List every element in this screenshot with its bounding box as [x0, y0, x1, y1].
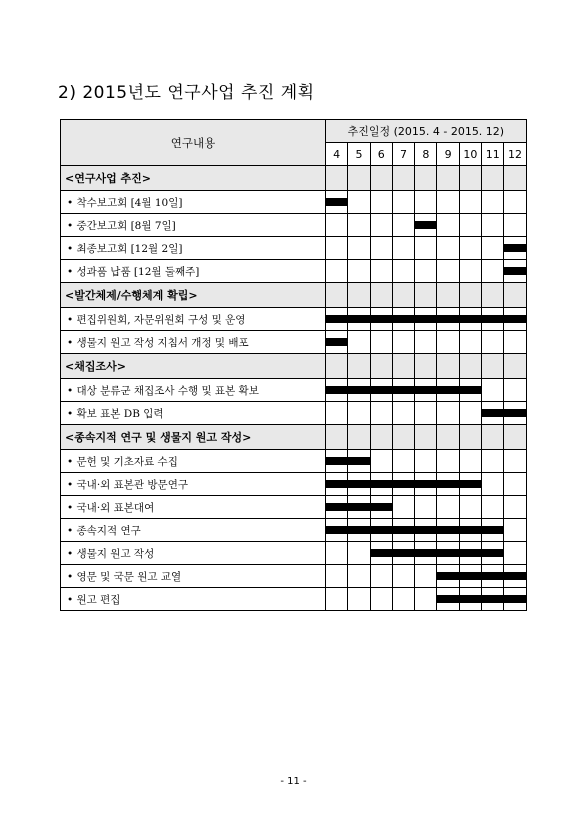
task-row: [61, 237, 527, 260]
schedule-bar: [326, 450, 348, 473]
schedule-cell: [370, 450, 392, 473]
task-row: [61, 308, 527, 331]
task-label: • 최종보고회 [12월 2일]: [61, 237, 326, 260]
section-month-cell: [415, 166, 437, 191]
schedule-table: [60, 119, 527, 611]
schedule-cell: [326, 542, 348, 565]
schedule-bar: [415, 542, 437, 565]
schedule-cell: [482, 237, 504, 260]
schedule-bar: [459, 308, 481, 331]
section-row: [61, 283, 527, 308]
section-month-cell: [370, 283, 392, 308]
schedule-cell: [459, 214, 481, 237]
task-row: [61, 473, 527, 496]
section-month-cell: [392, 425, 414, 450]
month-header-10: 10: [459, 143, 481, 166]
section-row: [61, 354, 527, 379]
schedule-cell: [392, 214, 414, 237]
schedule-bar: [504, 260, 526, 283]
schedule-cell: [504, 191, 526, 214]
schedule-bar: [504, 588, 526, 611]
schedule-bar: [326, 473, 348, 496]
task-row: [61, 191, 527, 214]
task-column-header: 연구내용: [61, 120, 326, 166]
schedule-cell: [348, 402, 370, 425]
task-label: • 성과품 납품 [12월 둘째주]: [61, 260, 326, 283]
schedule-bar: [482, 308, 504, 331]
schedule-bar: [482, 588, 504, 611]
task-row: [61, 519, 527, 542]
schedule-cell: [504, 519, 526, 542]
section-month-cell: [326, 166, 348, 191]
schedule-cell: [392, 237, 414, 260]
schedule-bar: [437, 565, 459, 588]
section-month-cell: [392, 283, 414, 308]
section-month-cell: [482, 354, 504, 379]
schedule-cell: [504, 450, 526, 473]
section-month-cell: [415, 425, 437, 450]
section-month-cell: [392, 166, 414, 191]
schedule-cell: [482, 496, 504, 519]
schedule-cell: [370, 565, 392, 588]
schedule-cell: [392, 191, 414, 214]
schedule-cell: [504, 542, 526, 565]
schedule-cell: [459, 450, 481, 473]
section-month-cell: [326, 425, 348, 450]
task-row: [61, 331, 527, 354]
task-label: • 편집위원회, 자문위원회 구성 및 운영: [61, 308, 326, 331]
schedule-bar: [370, 542, 392, 565]
task-row: [61, 588, 527, 611]
schedule-cell: [348, 588, 370, 611]
section-row: [61, 166, 527, 191]
schedule-cell: [392, 450, 414, 473]
task-label: • 원고 편집: [61, 588, 326, 611]
schedule-bar: [392, 542, 414, 565]
task-row: [61, 402, 527, 425]
section-month-cell: [459, 283, 481, 308]
task-label: • 대상 분류군 채집조사 수행 및 표본 확보: [61, 379, 326, 402]
task-label: • 착수보고회 [4월 10일]: [61, 191, 326, 214]
schedule-bar: [415, 308, 437, 331]
task-label: • 생물지 원고 작성: [61, 542, 326, 565]
section-month-cell: [459, 425, 481, 450]
section-title: <발간체제/수행체계 확립>: [61, 283, 326, 308]
schedule-bar: [392, 473, 414, 496]
schedule-cell: [482, 214, 504, 237]
schedule-bar: [348, 496, 370, 519]
section-month-cell: [326, 354, 348, 379]
schedule-cell: [415, 191, 437, 214]
schedule-bar: [459, 379, 481, 402]
schedule-cell: [437, 331, 459, 354]
section-month-cell: [415, 354, 437, 379]
schedule-bar: [370, 379, 392, 402]
schedule-cell: [415, 402, 437, 425]
schedule-cell: [437, 191, 459, 214]
schedule-cell: [348, 331, 370, 354]
schedule-cell: [459, 191, 481, 214]
task-label: • 영문 및 국문 원고 교열: [61, 565, 326, 588]
section-title: <채집조사>: [61, 354, 326, 379]
schedule-cell: [415, 496, 437, 519]
schedule-cell: [437, 450, 459, 473]
schedule-cell: [415, 237, 437, 260]
schedule-bar: [459, 565, 481, 588]
schedule-cell: [392, 260, 414, 283]
section-month-cell: [459, 166, 481, 191]
schedule-bar: [459, 519, 481, 542]
section-month-cell: [437, 354, 459, 379]
month-header-11: 11: [482, 143, 504, 166]
section-month-cell: [370, 354, 392, 379]
section-month-cell: [370, 166, 392, 191]
schedule-bar: [415, 379, 437, 402]
schedule-cell: [370, 214, 392, 237]
schedule-bar: [482, 402, 504, 425]
schedule-bar: [459, 542, 481, 565]
schedule-bar: [326, 308, 348, 331]
schedule-cell: [348, 260, 370, 283]
month-header-6: 6: [370, 143, 392, 166]
schedule-bar: [482, 565, 504, 588]
schedule-cell: [348, 542, 370, 565]
schedule-cell: [392, 588, 414, 611]
task-label: • 국내·외 표본관 방문연구: [61, 473, 326, 496]
section-month-cell: [482, 166, 504, 191]
month-header-7: 7: [392, 143, 414, 166]
schedule-cell: [482, 379, 504, 402]
schedule-bar: [370, 308, 392, 331]
schedule-cell: [504, 473, 526, 496]
schedule-cell: [504, 496, 526, 519]
month-header-12: 12: [504, 143, 526, 166]
schedule-cell: [415, 260, 437, 283]
schedule-bar: [326, 519, 348, 542]
task-row: [61, 496, 527, 519]
section-month-cell: [459, 354, 481, 379]
section-month-cell: [326, 283, 348, 308]
schedule-cell: [326, 237, 348, 260]
task-row: [61, 260, 527, 283]
schedule-bar: [348, 308, 370, 331]
schedule-cell: [437, 496, 459, 519]
schedule-bar: [348, 450, 370, 473]
schedule-cell: [392, 402, 414, 425]
task-row: [61, 542, 527, 565]
schedule-cell: [482, 450, 504, 473]
schedule-bar: [415, 473, 437, 496]
schedule-cell: [392, 496, 414, 519]
schedule-cell: [459, 260, 481, 283]
schedule-cell: [370, 331, 392, 354]
section-month-cell: [348, 354, 370, 379]
month-header-5: 5: [348, 143, 370, 166]
schedule-bar: [504, 402, 526, 425]
schedule-cell: [415, 565, 437, 588]
schedule-cell: [370, 260, 392, 283]
schedule-cell: [326, 565, 348, 588]
schedule-cell: [415, 588, 437, 611]
schedule-bar: [415, 214, 437, 237]
schedule-cell: [482, 260, 504, 283]
schedule-bar: [326, 496, 348, 519]
task-label: • 국내·외 표본대여: [61, 496, 326, 519]
task-label: • 확보 표본 DB 입력: [61, 402, 326, 425]
schedule-body: [61, 166, 527, 611]
schedule-bar: [437, 473, 459, 496]
section-month-cell: [482, 283, 504, 308]
section-month-cell: [482, 425, 504, 450]
schedule-cell: [482, 473, 504, 496]
task-label: • 문헌 및 기초자료 수집: [61, 450, 326, 473]
task-row: [61, 565, 527, 588]
schedule-cell: [504, 331, 526, 354]
section-month-cell: [504, 425, 526, 450]
schedule-cell: [482, 331, 504, 354]
schedule-bar: [326, 191, 348, 214]
page-heading: 2) 2015년도 연구사업 추진 계획: [58, 83, 315, 103]
section-month-cell: [370, 425, 392, 450]
schedule-cell: [370, 588, 392, 611]
section-month-cell: [437, 166, 459, 191]
schedule-bar: [504, 565, 526, 588]
schedule-cell: [415, 331, 437, 354]
section-title: <종속지적 연구 및 생물지 원고 작성>: [61, 425, 326, 450]
section-month-cell: [348, 166, 370, 191]
schedule-cell: [392, 565, 414, 588]
schedule-bar: [437, 308, 459, 331]
section-month-cell: [415, 283, 437, 308]
schedule-bar: [437, 588, 459, 611]
schedule-bar: [482, 519, 504, 542]
section-month-cell: [504, 354, 526, 379]
section-month-cell: [437, 425, 459, 450]
schedule-bar: [370, 519, 392, 542]
schedule-cell: [437, 402, 459, 425]
schedule-cell: [504, 214, 526, 237]
schedule-bar: [370, 473, 392, 496]
schedule-cell: [437, 237, 459, 260]
month-header-4: 4: [326, 143, 348, 166]
schedule-bar: [348, 473, 370, 496]
month-header-9: 9: [437, 143, 459, 166]
schedule-cell: [348, 237, 370, 260]
schedule-cell: [348, 191, 370, 214]
schedule-cell: [459, 237, 481, 260]
schedule-cell: [370, 402, 392, 425]
schedule-bar: [459, 473, 481, 496]
schedule-cell: [437, 214, 459, 237]
schedule-bar: [392, 519, 414, 542]
schedule-cell: [459, 496, 481, 519]
task-label: • 종속지적 연구: [61, 519, 326, 542]
schedule-cell: [392, 331, 414, 354]
schedule-cell: [437, 260, 459, 283]
section-title: <연구사업 추진>: [61, 166, 326, 191]
schedule-cell: [326, 260, 348, 283]
schedule-bar: [437, 542, 459, 565]
task-row: [61, 450, 527, 473]
schedule-bar: [392, 379, 414, 402]
task-label: • 생물지 원고 작성 지침서 개정 및 배포: [61, 331, 326, 354]
schedule-bar: [392, 308, 414, 331]
schedule-cell: [370, 191, 392, 214]
schedule-cell: [348, 214, 370, 237]
schedule-bar: [437, 519, 459, 542]
section-row: [61, 425, 527, 450]
schedule-cell: [459, 331, 481, 354]
section-month-cell: [348, 425, 370, 450]
section-month-cell: [348, 283, 370, 308]
task-row: [61, 214, 527, 237]
schedule-cell: [504, 379, 526, 402]
schedule-cell: [326, 588, 348, 611]
schedule-cell: [348, 565, 370, 588]
schedule-bar: [326, 379, 348, 402]
section-month-cell: [504, 283, 526, 308]
section-month-cell: [392, 354, 414, 379]
month-header-8: 8: [415, 143, 437, 166]
section-month-cell: [437, 283, 459, 308]
schedule-bar: [348, 379, 370, 402]
schedule-cell: [482, 191, 504, 214]
schedule-bar: [437, 379, 459, 402]
schedule-cell: [370, 237, 392, 260]
page-number: - 11 -: [280, 776, 307, 787]
schedule-bar: [504, 237, 526, 260]
task-row: [61, 379, 527, 402]
schedule-column-header: 추진일정 (2015. 4 - 2015. 12): [326, 120, 527, 143]
schedule-bar: [415, 519, 437, 542]
schedule-cell: [326, 402, 348, 425]
schedule-cell: [415, 450, 437, 473]
schedule-bar: [370, 496, 392, 519]
schedule-bar: [459, 588, 481, 611]
schedule-bar: [348, 519, 370, 542]
schedule-bar: [482, 542, 504, 565]
schedule-bar: [326, 331, 348, 354]
section-month-cell: [504, 166, 526, 191]
schedule-bar: [504, 308, 526, 331]
schedule-cell: [459, 402, 481, 425]
task-label: • 중간보고회 [8월 7일]: [61, 214, 326, 237]
schedule-cell: [326, 214, 348, 237]
